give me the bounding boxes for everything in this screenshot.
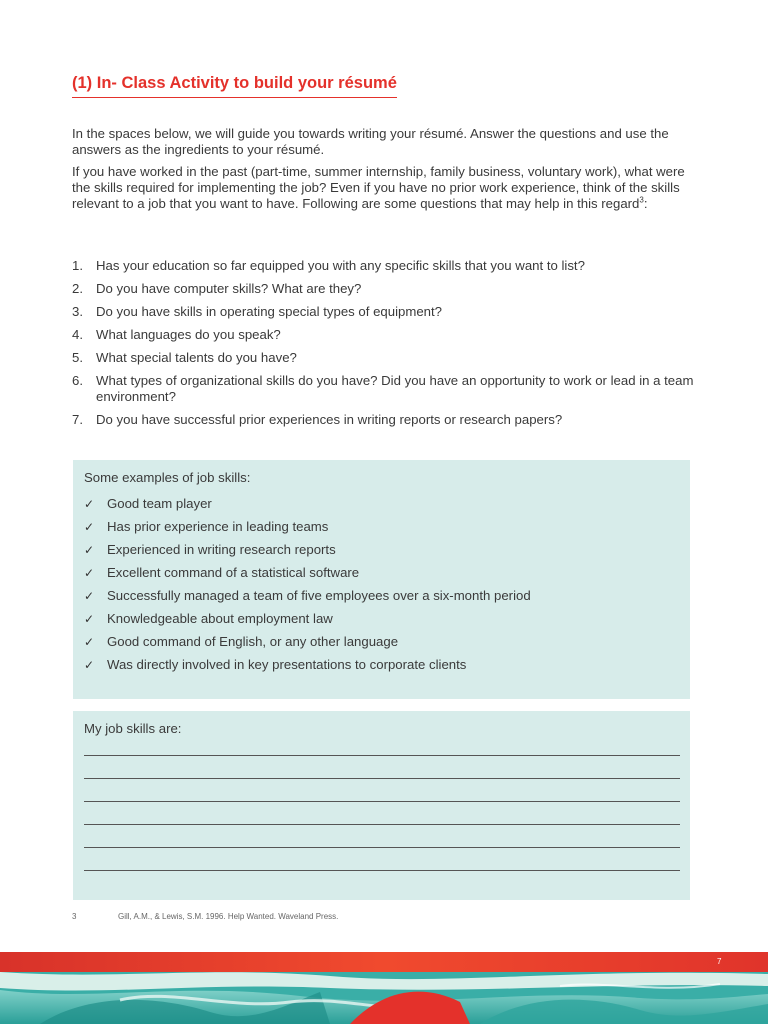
checkmark-icon: ✓ [84,519,95,534]
footnote-number: 3 [72,912,77,921]
decorative-footer-banner [0,952,768,1024]
example-item [84,630,531,653]
question-text: What languages do you speak? [96,327,281,342]
answer-line[interactable] [84,755,680,756]
question-text: What types of organizational skills do you have? Did you have an opportunity to work or lead in a team environment? [96,373,694,404]
job-skills-examples-box [73,460,690,699]
example-item [84,584,531,607]
question-number: 2. [72,281,83,296]
example-text: Experienced in writing research reports [107,542,336,557]
question-list [72,258,698,435]
question-text: Do you have computer skills? What are they? [96,281,362,296]
footnote-text: Gill, A.M., & Lewis, S.M. 1996. Help Wanted. Waveland Press. [118,912,339,921]
example-text: Good team player [107,496,212,511]
answer-line[interactable] [84,824,680,825]
answer-line[interactable] [84,870,680,871]
example-item [84,515,531,538]
examples-checklist [84,492,531,676]
intro-paragraph-2 [72,164,696,212]
question-text: What special talents do you have? [96,350,297,365]
example-item [84,492,531,515]
answer-line[interactable] [84,778,680,779]
question-item [72,327,698,343]
question-number: 3. [72,304,83,319]
answer-line[interactable] [84,801,680,802]
example-text: Successfully managed a team of five employees over a six-month period [107,588,531,603]
question-item [72,350,698,366]
example-item [84,561,531,584]
question-number: 1. [72,258,83,273]
intro-paragraph-2-text: If you have worked in the past (part-time, summer internship, family business, voluntary work), what were the skills required for implementing the job? Even if you have no prior work experience, think of the skills relevant to a job that you want to have. Following are some questions that may help in this regard [72,164,685,211]
page-title: (1) In- Class Activity to build your résumé [72,74,397,98]
question-number: 4. [72,327,83,342]
question-item [72,412,698,428]
question-number: 5. [72,350,83,365]
example-text: Has prior experience in leading teams [107,519,329,534]
example-text: Excellent command of a statistical software [107,565,360,580]
question-text: Do you have successful prior experiences in writing reports or research papers? [96,412,563,427]
page-number: 7 [717,957,722,966]
my-job-skills-box [73,711,690,900]
example-item [84,607,531,630]
checkmark-icon: ✓ [84,496,95,511]
question-number: 7. [72,412,83,427]
question-item [72,258,698,274]
examples-heading: Some examples of job skills: [84,470,251,485]
checkmark-icon: ✓ [84,634,95,649]
question-text: Do you have skills in operating special types of equipment? [96,304,443,319]
intro-paragraph-1: In the spaces below, we will guide you towards writing your résumé. Answer the questions and use the answers as the ingredients to your résumé. [72,126,669,157]
example-text: Good command of English, or any other language [107,634,399,649]
example-item [84,653,531,676]
checkmark-icon: ✓ [84,588,95,603]
question-number: 6. [72,373,83,388]
checkmark-icon: ✓ [84,542,95,557]
answer-line[interactable] [84,847,680,848]
question-text: Has your education so far equipped you with any specific skills that you want to list? [96,258,585,273]
question-item [72,304,698,320]
checkmark-icon: ✓ [84,657,95,672]
checkmark-icon: ✓ [84,565,95,580]
example-text: Knowledgeable about employment law [107,611,333,626]
intro-paragraph-2-end: : [643,196,648,211]
question-item [72,281,698,297]
footnote-ref: 3 [639,195,644,205]
wave-pattern [0,952,768,1024]
checkmark-icon: ✓ [84,611,95,626]
example-text: Was directly involved in key presentations to corporate clients [107,657,467,672]
my-skills-heading: My job skills are: [84,721,182,736]
question-item [72,373,698,405]
example-item [84,538,531,561]
